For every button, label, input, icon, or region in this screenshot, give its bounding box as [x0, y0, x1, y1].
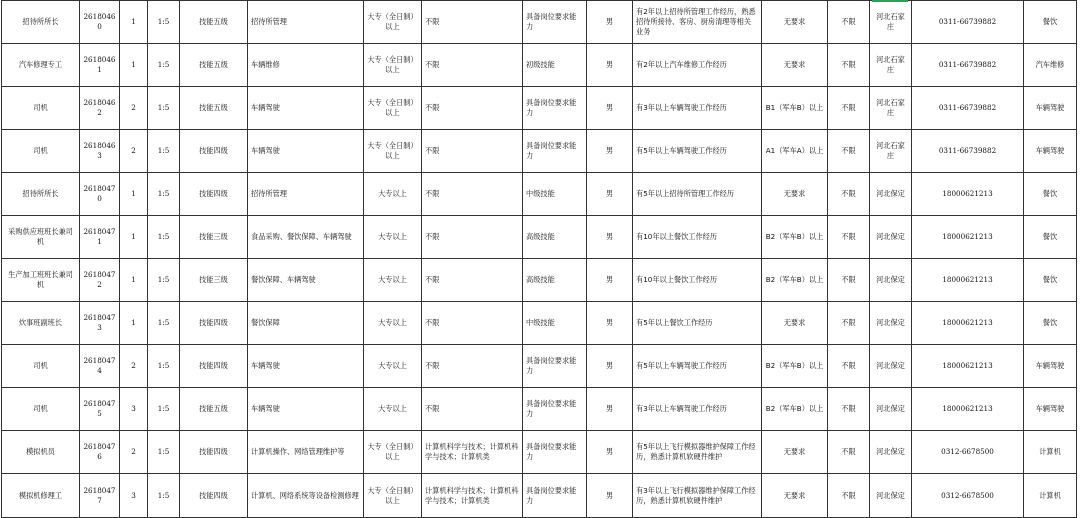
category-cell[interactable]: 车辆驾驶 — [1024, 87, 1077, 130]
recruitment-table — [1, 0, 1077, 518]
skill-level-cell[interactable]: 技能四级 — [180, 173, 248, 216]
age-cell[interactable]: 不限 — [828, 345, 870, 388]
position-code-cell[interactable]: 26180463 — [80, 130, 120, 173]
age-cell[interactable]: 不限 — [828, 259, 870, 302]
position-code-cell[interactable]: 26180474 — [80, 345, 120, 388]
ratio-cell[interactable]: 1:5 — [148, 44, 180, 87]
education-cell[interactable]: 大专（全日制）以上 — [364, 431, 422, 474]
education-cell[interactable]: 大专以上 — [364, 173, 422, 216]
gender-cell[interactable]: 男 — [587, 87, 633, 130]
position-cell[interactable]: 模拟机员 — [2, 431, 80, 474]
position-code-cell[interactable]: 26180461 — [80, 44, 120, 87]
license-cell[interactable]: 无要求 — [762, 1, 828, 44]
qualification-cell[interactable]: 具备岗位要求能力 — [523, 87, 587, 130]
category-cell[interactable]: 餐饮 — [1024, 173, 1077, 216]
location-cell[interactable]: 河北保定 — [870, 474, 912, 518]
duty-cell[interactable]: 车辆驾驶 — [248, 130, 364, 173]
phone-cell[interactable]: 0311-66739882 — [912, 130, 1024, 173]
headcount-cell[interactable]: 3 — [120, 388, 148, 431]
major-cell[interactable]: 计算机科学与技术；计算机科学与技术；计算机类 — [422, 431, 523, 474]
location-cell[interactable]: 河北石家庄 — [870, 44, 912, 87]
major-cell[interactable]: 不限 — [422, 216, 523, 259]
experience-cell[interactable]: 有5年以上飞行模拟器维护保障工作经历，熟悉计算机软硬件维护 — [633, 431, 762, 474]
license-cell[interactable]: B2（军车B）以上 — [762, 216, 828, 259]
position-cell[interactable]: 司机 — [2, 87, 80, 130]
headcount-cell[interactable]: 1 — [120, 216, 148, 259]
qualification-cell[interactable]: 具备岗位要求能力 — [523, 474, 587, 518]
gender-cell[interactable]: 男 — [587, 388, 633, 431]
table-row — [2, 216, 1077, 259]
position-cell[interactable]: 采购供应班班长兼司机 — [2, 216, 80, 259]
category-cell[interactable]: 计算机 — [1024, 431, 1077, 474]
qualification-cell[interactable]: 高级技能 — [523, 216, 587, 259]
gender-cell[interactable]: 男 — [587, 302, 633, 345]
qualification-cell[interactable]: 中级技能 — [523, 302, 587, 345]
license-cell[interactable]: 无要求 — [762, 474, 828, 518]
education-cell[interactable]: 大专以上 — [364, 216, 422, 259]
skill-level-cell[interactable]: 技能三级 — [180, 216, 248, 259]
skill-level-cell[interactable]: 技能四级 — [180, 130, 248, 173]
location-cell[interactable]: 河北保定 — [870, 345, 912, 388]
ratio-cell[interactable]: 1:5 — [148, 474, 180, 518]
position-code-cell[interactable]: 26180477 — [80, 474, 120, 518]
location-cell[interactable]: 河北保定 — [870, 216, 912, 259]
experience-cell[interactable]: 有5年以上招待所管理工作经历 — [633, 173, 762, 216]
duty-cell[interactable]: 招待所管理 — [248, 1, 364, 44]
gender-cell[interactable]: 男 — [587, 216, 633, 259]
phone-cell[interactable]: 0311-66739882 — [912, 1, 1024, 44]
position-cell[interactable]: 模拟机修理工 — [2, 474, 80, 518]
education-cell[interactable]: 大专（全日制）以上 — [364, 130, 422, 173]
category-cell[interactable]: 计算机 — [1024, 474, 1077, 518]
category-cell[interactable]: 餐饮 — [1024, 259, 1077, 302]
duty-cell[interactable]: 招待所管理 — [248, 173, 364, 216]
position-cell[interactable]: 司机 — [2, 388, 80, 431]
education-cell[interactable]: 大专以上 — [364, 388, 422, 431]
experience-cell[interactable]: 有5年以上车辆驾驶工作经历 — [633, 345, 762, 388]
headcount-cell[interactable]: 2 — [120, 130, 148, 173]
major-cell[interactable]: 不限 — [422, 302, 523, 345]
table-row — [2, 1, 1077, 44]
ratio-cell[interactable]: 1:5 — [148, 130, 180, 173]
qualification-cell[interactable]: 具备岗位要求能力 — [523, 388, 587, 431]
education-cell[interactable]: 大专（全日制）以上 — [364, 44, 422, 87]
headcount-cell[interactable]: 3 — [120, 474, 148, 518]
skill-level-cell[interactable]: 技能三级 — [180, 259, 248, 302]
table-row — [2, 474, 1077, 518]
skill-level-cell[interactable]: 技能四级 — [180, 345, 248, 388]
category-cell[interactable]: 车辆驾驶 — [1024, 130, 1077, 173]
phone-cell[interactable]: 0312-6678500 — [912, 474, 1024, 518]
major-cell[interactable]: 不限 — [422, 44, 523, 87]
table-row — [2, 388, 1077, 431]
gender-cell[interactable]: 男 — [587, 173, 633, 216]
table-row — [2, 431, 1077, 474]
phone-cell[interactable]: 18000621213 — [912, 302, 1024, 345]
position-cell[interactable]: 司机 — [2, 130, 80, 173]
age-cell[interactable]: 不限 — [828, 173, 870, 216]
table-row — [2, 345, 1077, 388]
table-row — [2, 173, 1077, 216]
duty-cell[interactable]: 车辆驾驶 — [248, 345, 364, 388]
duty-cell[interactable]: 餐饮保障 — [248, 302, 364, 345]
qualification-cell[interactable]: 具备岗位要求能力 — [523, 431, 587, 474]
gender-cell[interactable]: 男 — [587, 474, 633, 518]
table-row — [2, 259, 1077, 302]
ratio-cell[interactable]: 1:5 — [148, 388, 180, 431]
major-cell[interactable]: 不限 — [422, 1, 523, 44]
location-cell[interactable]: 河北保定 — [870, 173, 912, 216]
ratio-cell[interactable]: 1:5 — [148, 431, 180, 474]
position-code-cell[interactable]: 26180470 — [80, 173, 120, 216]
location-cell[interactable]: 河北保定 — [870, 302, 912, 345]
major-cell[interactable]: 计算机科学与技术；计算机科学与技术；计算机类 — [422, 474, 523, 518]
duty-cell[interactable]: 车辆驾驶 — [248, 388, 364, 431]
position-code-cell[interactable]: 26180471 — [80, 216, 120, 259]
category-cell[interactable]: 餐饮 — [1024, 216, 1077, 259]
skill-level-cell[interactable]: 技能五级 — [180, 87, 248, 130]
phone-cell[interactable]: 18000621213 — [912, 388, 1024, 431]
table-row — [2, 87, 1077, 130]
qualification-cell[interactable]: 具备岗位要求能力 — [523, 1, 587, 44]
table-row — [2, 130, 1077, 173]
qualification-cell[interactable]: 高级技能 — [523, 259, 587, 302]
duty-cell[interactable]: 计算机、网络系统等设备检测修理 — [248, 474, 364, 518]
major-cell[interactable]: 不限 — [422, 259, 523, 302]
selected-cell-indicator — [872, 0, 908, 2]
gender-cell[interactable]: 男 — [587, 44, 633, 87]
age-cell[interactable]: 不限 — [828, 44, 870, 87]
license-cell[interactable]: B2（军车B）以上 — [762, 345, 828, 388]
position-cell[interactable]: 生产加工班班长兼司机 — [2, 259, 80, 302]
ratio-cell[interactable]: 1:5 — [148, 1, 180, 44]
position-cell[interactable]: 招待所所长 — [2, 1, 80, 44]
category-cell[interactable]: 餐饮 — [1024, 302, 1077, 345]
phone-cell[interactable]: 18000621213 — [912, 216, 1024, 259]
position-code-cell[interactable]: 26180475 — [80, 388, 120, 431]
ratio-cell[interactable]: 1:5 — [148, 87, 180, 130]
duty-cell[interactable]: 车辆驾驶 — [248, 87, 364, 130]
headcount-cell[interactable]: 1 — [120, 1, 148, 44]
experience-cell[interactable]: 有5年以上餐饮工作经历 — [633, 302, 762, 345]
qualification-cell[interactable]: 具备岗位要求能力 — [523, 130, 587, 173]
position-cell[interactable]: 司机 — [2, 345, 80, 388]
phone-cell[interactable]: 18000621213 — [912, 259, 1024, 302]
major-cell[interactable]: 不限 — [422, 345, 523, 388]
location-cell[interactable]: 河北保定 — [870, 388, 912, 431]
license-cell[interactable]: B1（军车B）以上 — [762, 87, 828, 130]
position-code-cell[interactable]: 26180476 — [80, 431, 120, 474]
experience-cell[interactable]: 有2年以上汽车维修工作经历 — [633, 44, 762, 87]
position-cell[interactable]: 炊事班副班长 — [2, 302, 80, 345]
duty-cell[interactable]: 食品采购、餐饮保障、车辆驾驶 — [248, 216, 364, 259]
headcount-cell[interactable]: 2 — [120, 87, 148, 130]
location-cell[interactable]: 河北保定 — [870, 259, 912, 302]
education-cell[interactable]: 大专（全日制）以上 — [364, 87, 422, 130]
skill-level-cell[interactable]: 技能五级 — [180, 388, 248, 431]
age-cell[interactable]: 不限 — [828, 87, 870, 130]
major-cell[interactable]: 不限 — [422, 388, 523, 431]
experience-cell[interactable]: 有3年以上飞行模拟器维护保障工作经历，熟悉计算机软硬件维护 — [633, 474, 762, 518]
skill-level-cell[interactable]: 技能五级 — [180, 1, 248, 44]
license-cell[interactable]: B2（军车B）以上 — [762, 388, 828, 431]
phone-cell[interactable]: 0311-66739882 — [912, 87, 1024, 130]
license-cell[interactable]: 无要求 — [762, 302, 828, 345]
age-cell[interactable]: 不限 — [828, 474, 870, 518]
major-cell[interactable]: 不限 — [422, 173, 523, 216]
phone-cell[interactable]: 18000621213 — [912, 173, 1024, 216]
table-row — [2, 44, 1077, 87]
education-cell[interactable]: 大专（全日制）以上 — [364, 474, 422, 518]
headcount-cell[interactable]: 1 — [120, 259, 148, 302]
age-cell[interactable]: 不限 — [828, 130, 870, 173]
category-cell[interactable]: 车辆驾驶 — [1024, 345, 1077, 388]
experience-cell[interactable]: 有10年以上餐饮工作经历 — [633, 216, 762, 259]
license-cell[interactable]: 无要求 — [762, 44, 828, 87]
position-cell[interactable]: 汽车修理专工 — [2, 44, 80, 87]
major-cell[interactable]: 不限 — [422, 87, 523, 130]
license-cell[interactable]: A1（军车A）以上 — [762, 130, 828, 173]
position-code-cell[interactable]: 26180472 — [80, 259, 120, 302]
ratio-cell[interactable]: 1:5 — [148, 345, 180, 388]
education-cell[interactable]: 大专以上 — [364, 302, 422, 345]
category-cell[interactable]: 汽车维修 — [1024, 44, 1077, 87]
experience-cell[interactable]: 有3年以上车辆驾驶工作经历 — [633, 87, 762, 130]
gender-cell[interactable]: 男 — [587, 345, 633, 388]
position-code-cell[interactable]: 26180473 — [80, 302, 120, 345]
table-row — [2, 302, 1077, 345]
location-cell[interactable]: 河北石家庄 — [870, 130, 912, 173]
experience-cell[interactable]: 有5年以上车辆驾驶工作经历 — [633, 130, 762, 173]
duty-cell[interactable]: 车辆维修 — [248, 44, 364, 87]
ratio-cell[interactable]: 1:5 — [148, 216, 180, 259]
skill-level-cell[interactable]: 技能四级 — [180, 302, 248, 345]
skill-level-cell[interactable]: 技能四级 — [180, 431, 248, 474]
age-cell[interactable]: 不限 — [828, 388, 870, 431]
gender-cell[interactable]: 男 — [587, 431, 633, 474]
location-cell[interactable]: 河北保定 — [870, 431, 912, 474]
phone-cell[interactable]: 18000621213 — [912, 345, 1024, 388]
license-cell[interactable]: 无要求 — [762, 431, 828, 474]
qualification-cell[interactable]: 初级技能 — [523, 44, 587, 87]
age-cell[interactable]: 不限 — [828, 216, 870, 259]
education-cell[interactable]: 大专（全日制）以上 — [364, 1, 422, 44]
category-cell[interactable]: 车辆驾驶 — [1024, 388, 1077, 431]
headcount-cell[interactable]: 1 — [120, 302, 148, 345]
category-cell[interactable]: 餐饮 — [1024, 1, 1077, 44]
license-cell[interactable]: 无要求 — [762, 173, 828, 216]
skill-level-cell[interactable]: 技能四级 — [180, 474, 248, 518]
ratio-cell[interactable]: 1:5 — [148, 259, 180, 302]
ratio-cell[interactable]: 1:5 — [148, 173, 180, 216]
skill-level-cell[interactable]: 技能五级 — [180, 44, 248, 87]
age-cell[interactable]: 不限 — [828, 431, 870, 474]
gender-cell[interactable]: 男 — [587, 1, 633, 44]
phone-cell[interactable]: 0311-66739882 — [912, 44, 1024, 87]
education-cell[interactable]: 大专以上 — [364, 345, 422, 388]
experience-cell[interactable]: 有10年以上餐饮工作经历 — [633, 259, 762, 302]
gender-cell[interactable]: 男 — [587, 130, 633, 173]
experience-cell[interactable]: 有2年以上招待所管理工作经历，熟悉招待所接待、客房、厨房清理等相关业务 — [633, 1, 762, 44]
headcount-cell[interactable]: 2 — [120, 431, 148, 474]
license-cell[interactable]: B2（军车B）以上 — [762, 259, 828, 302]
ratio-cell[interactable]: 1:5 — [148, 302, 180, 345]
duty-cell[interactable]: 餐饮保障、车辆驾驶 — [248, 259, 364, 302]
age-cell[interactable]: 不限 — [828, 302, 870, 345]
headcount-cell[interactable]: 2 — [120, 345, 148, 388]
experience-cell[interactable]: 有3年以上车辆驾驶工作经历 — [633, 388, 762, 431]
gender-cell[interactable]: 男 — [587, 259, 633, 302]
duty-cell[interactable]: 计算机操作、网络管理维护等 — [248, 431, 364, 474]
headcount-cell[interactable]: 1 — [120, 44, 148, 87]
qualification-cell[interactable]: 具备岗位要求能力 — [523, 345, 587, 388]
position-code-cell[interactable]: 26180462 — [80, 87, 120, 130]
qualification-cell[interactable]: 中级技能 — [523, 173, 587, 216]
location-cell[interactable]: 河北石家庄 — [870, 1, 912, 44]
position-cell[interactable]: 招待所所长 — [2, 173, 80, 216]
phone-cell[interactable]: 0312-6678500 — [912, 431, 1024, 474]
location-cell[interactable]: 河北石家庄 — [870, 87, 912, 130]
education-cell[interactable]: 大专以上 — [364, 259, 422, 302]
age-cell[interactable]: 不限 — [828, 1, 870, 44]
position-code-cell[interactable]: 26180460 — [80, 1, 120, 44]
major-cell[interactable]: 不限 — [422, 130, 523, 173]
headcount-cell[interactable]: 1 — [120, 173, 148, 216]
